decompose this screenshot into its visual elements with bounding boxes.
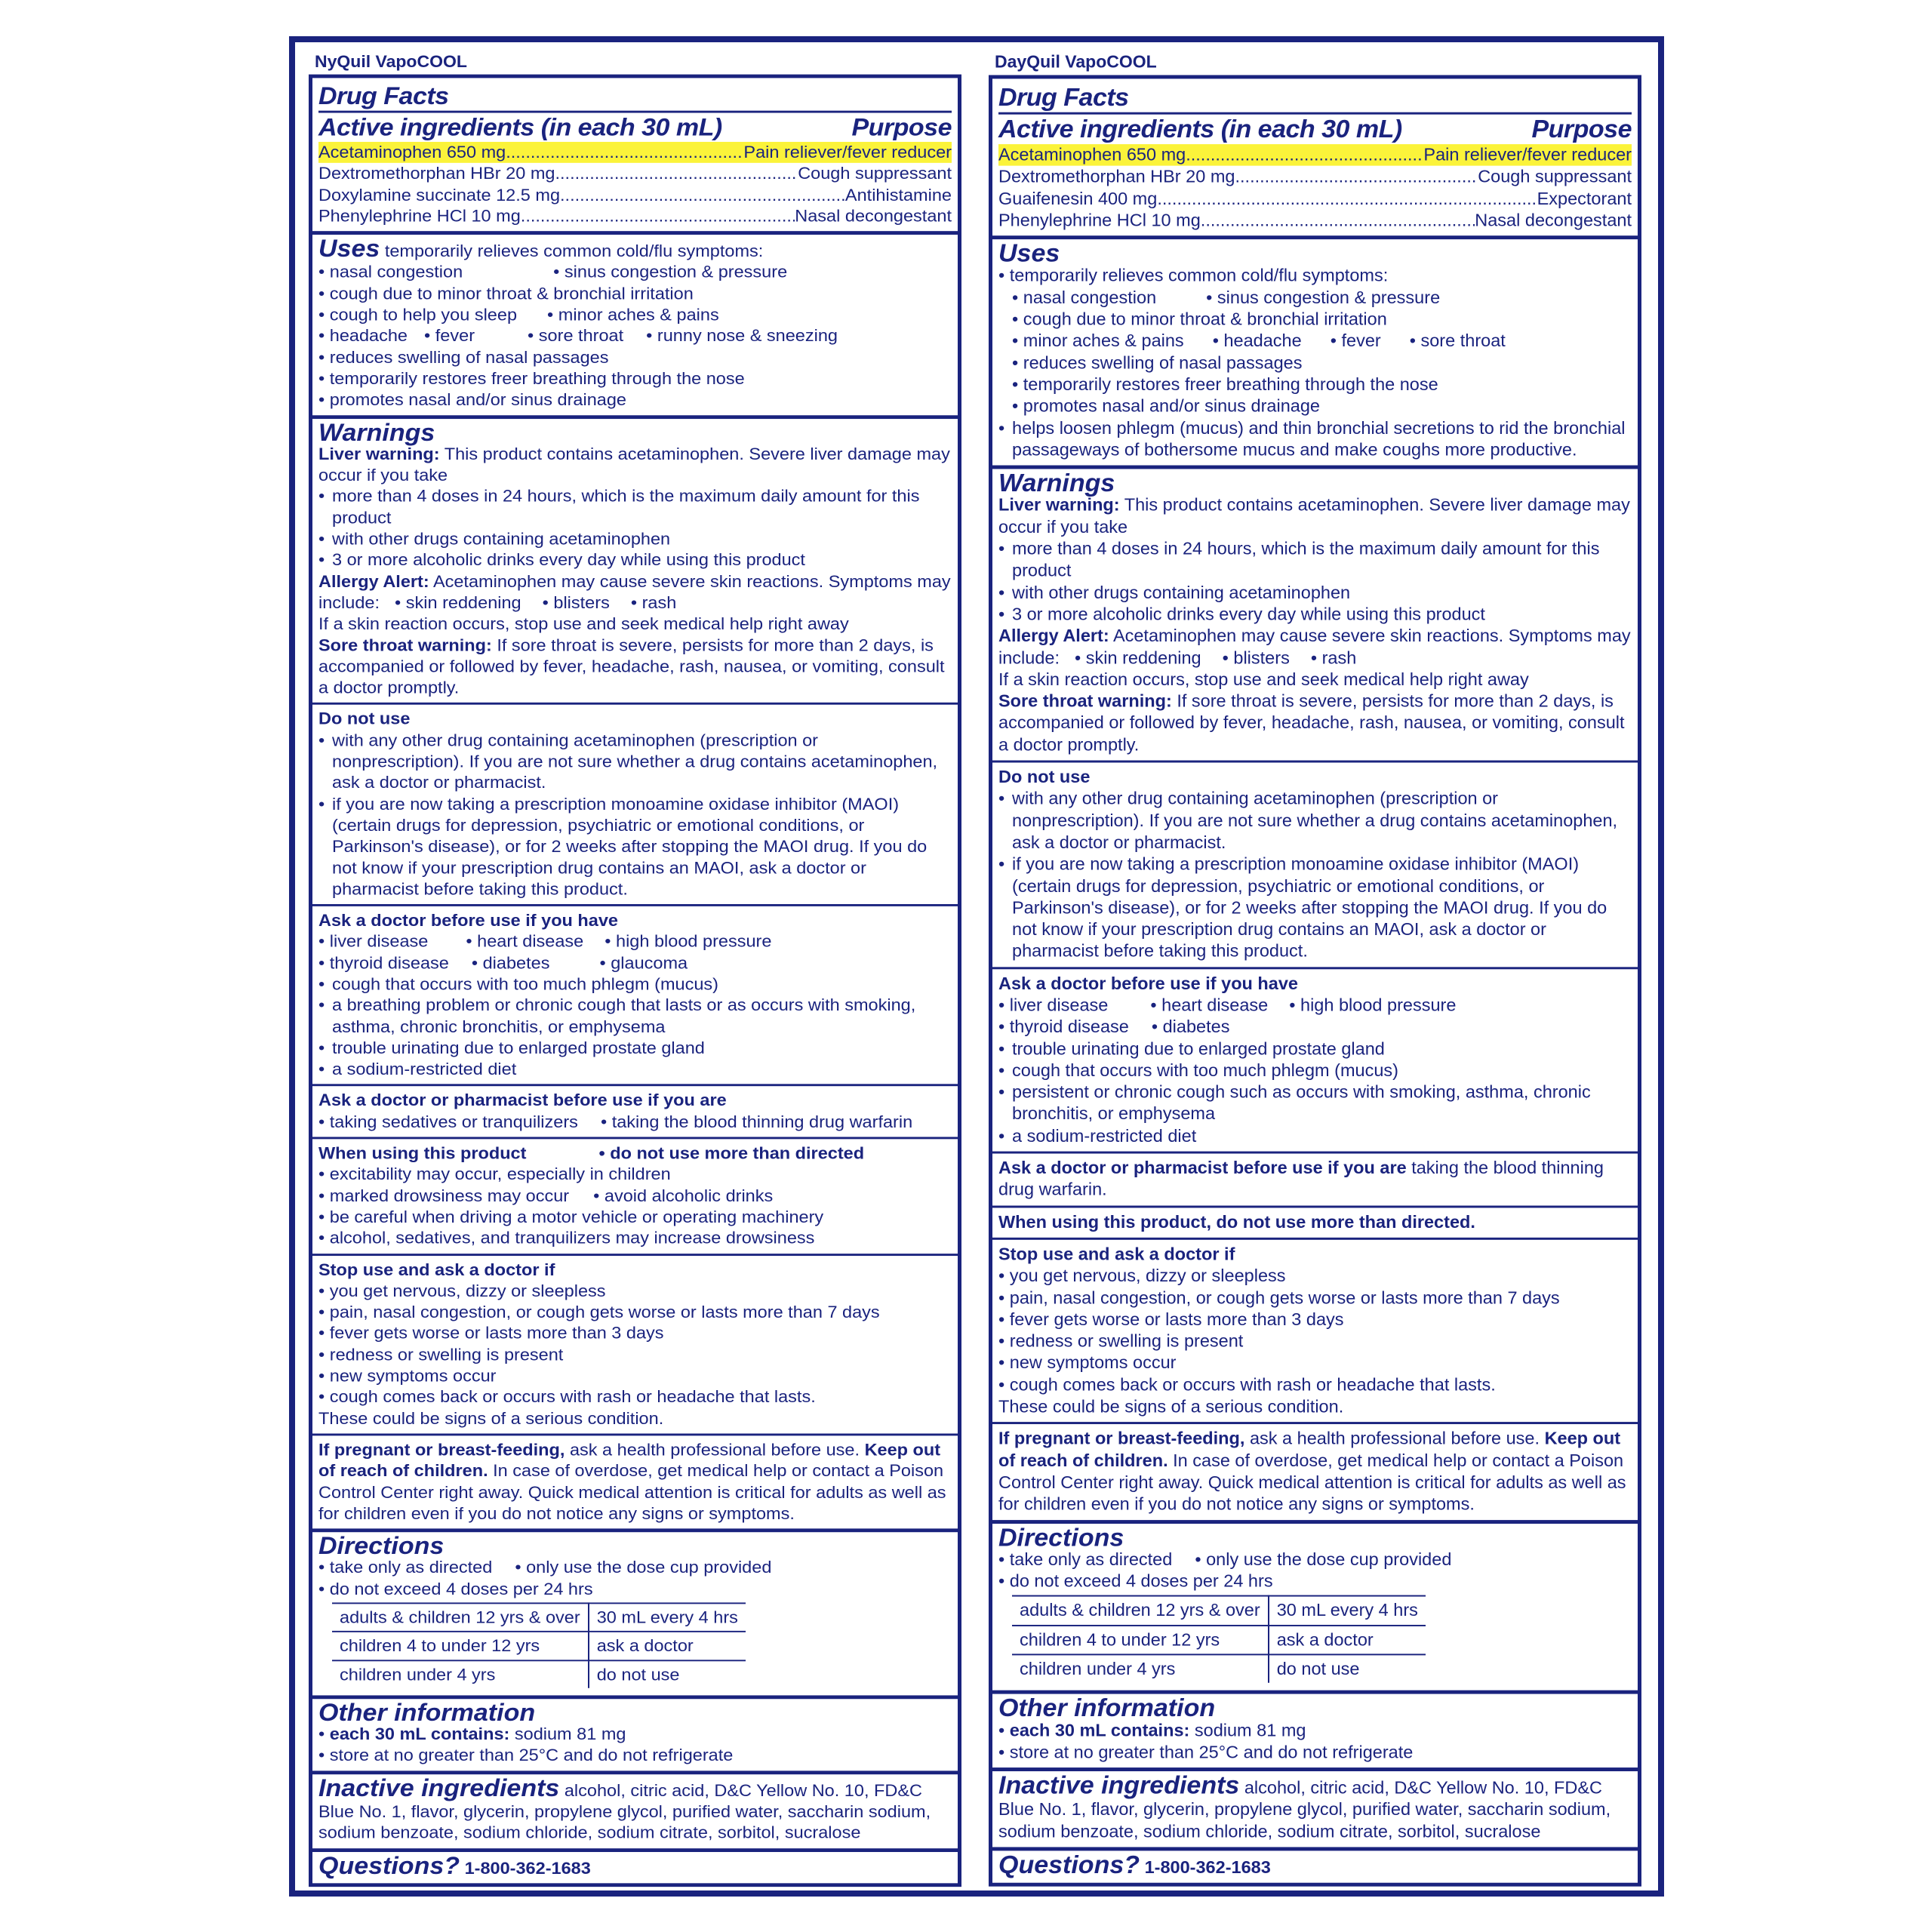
list-item: • a breathing problem or chronic cough that lasts or as occurs with smoking, asthma, chronic bronchitis, or emphysema: [318, 995, 916, 1036]
product-name: NyQuil VapoCOOL: [315, 51, 467, 71]
sore-throat-warning: Sore throat warning: If sore throat is severe, persists for more than 2 days, is accompanied or followed by fever, headache, rash, nausea, or vomiting, consult a doctor promptly.: [998, 691, 1625, 755]
ingredient-name: Phenylephrine HCl 10 mg: [998, 210, 1201, 230]
ask-pharmacist-heading: Ask a doctor or pharmacist before use if you are: [318, 1091, 727, 1110]
ingredient-name: Acetaminophen 650 mg: [318, 142, 506, 162]
list-item: • excitability may occur, especially in children: [318, 1164, 671, 1184]
ingredient-row: [318, 142, 952, 163]
directions-section: [312, 1529, 958, 1696]
do-not-use-section: [312, 703, 958, 904]
list-item: • with other drugs containing acetaminophen: [998, 582, 1351, 602]
list-item: • reduces swelling of nasal passages: [318, 347, 609, 367]
allergy-alert: Allergy Alert: Acetaminophen may cause severe skin reactions. Symptoms may include: • skin reddening • blisters • rash: [318, 571, 951, 612]
uses-section: [312, 231, 958, 414]
list-item: • fever gets worse or lasts more than 3 days: [318, 1323, 664, 1343]
ingredient-row: [998, 144, 1632, 166]
ask-doctor-heading: Ask a doctor before use if you have: [998, 973, 1298, 993]
list-item: • new symptoms occur: [318, 1366, 497, 1386]
list-item: • a sodium-restricted diet: [318, 1059, 517, 1078]
other-information-section: [992, 1690, 1638, 1767]
list-item: • trouble urinating due to enlarged prostate gland: [318, 1038, 705, 1057]
list-item: • redness or swelling is present: [318, 1345, 564, 1364]
list-item: • thyroid disease • diabetes: [998, 1017, 1230, 1037]
ingredient-row: [998, 210, 1632, 232]
list-item: • alcohol, sedatives, and tranquilizers may increase drowsiness: [318, 1228, 815, 1247]
list-item: • liver disease • heart disease • high blood pressure: [998, 995, 1457, 1015]
list-item: • cough comes back or occurs with rash or headache that lasts.: [998, 1374, 1496, 1395]
allergy-after: If a skin reaction occurs, stop use and seek medical help right away: [998, 669, 1529, 689]
keep-out-label: Keep out of reach of children.: [318, 1440, 941, 1481]
ingredient-purpose: Expectorant: [1537, 188, 1632, 208]
keep-out-text: In case of overdose, get medical help or contact a Poison Control Center right away. Quick medical attention is critical for adults as well as for children even if you do not notice any signs or symptoms.: [998, 1451, 1626, 1514]
ingredient-purpose: Pain reliever/fever reducer: [743, 142, 952, 162]
warnings-heading: Warnings: [998, 469, 1115, 498]
uses-heading: Uses: [318, 235, 380, 263]
questions-phone: 1-800-362-1683: [1144, 1857, 1271, 1877]
stop-use-heading: Stop use and ask a doctor if: [318, 1260, 555, 1279]
list-item: • store at no greater than 25°C and do not refrigerate: [318, 1746, 734, 1765]
inactive-ingredients-section: [992, 1767, 1638, 1847]
uses-intro: • temporarily relieves common cold/flu symptoms:: [998, 266, 1389, 285]
list-item: • helps loosen phlegm (mucus) and thin bronchial secretions to rid the bronchial passageways of bothersome mucus and make coughs more productive.: [998, 418, 1626, 460]
other-information-section: [312, 1695, 958, 1770]
do-not-use-heading: Do not use: [998, 767, 1091, 787]
ingredient-row: [998, 166, 1632, 188]
do-not-use-heading: Do not use: [318, 709, 411, 728]
list-item: • persistent or chronic cough such as occurs with smoking, asthma, chronic bronchitis, or emphysema: [998, 1082, 1591, 1124]
table-row: children 4 to under 12 yrs ask a doctor: [332, 1632, 746, 1660]
list-item: • nasal congestion • sinus congestion & pressure: [1012, 287, 1441, 307]
list-item: • taking sedatives or tranquilizers • taking the blood thinning drug warfarin: [318, 1112, 913, 1131]
ingredient-row: [998, 188, 1632, 210]
directions-heading: Directions: [318, 1532, 445, 1560]
ingredient-purpose: Cough suppressant: [798, 164, 952, 183]
list-item: • cough due to minor throat & bronchial irritation: [318, 284, 694, 303]
list-item: • nasal congestion • sinus congestion & pressure: [318, 262, 788, 281]
list-item: • if you are now taking a prescription monoamine oxidase inhibitor (MAOI) (certain drugs for depression, psychiatric or emotional conditions, or Parkinson's disease), or for 2 weeks after stopping the MAOI drug. If you do not know if your prescription drug contains an MAOI, ask a doctor or pharmacist before taking this product.: [318, 794, 928, 899]
ingredient-purpose: Nasal decongestant: [795, 206, 952, 226]
list-item: • cough that occurs with too much phlegm (mucus): [998, 1060, 1399, 1080]
drug-facts-title: Drug Facts: [998, 83, 1129, 112]
ingredient-purpose: Nasal decongestant: [1475, 210, 1632, 230]
ingredient-row: [318, 184, 952, 205]
when-using-heading: When using this product, do not use more than directed.: [998, 1212, 1475, 1232]
list-item: • each 30 mL contains: sodium 81 mg: [998, 1720, 1306, 1740]
ingredient-name: Dextromethorphan HBr 20 mg: [998, 166, 1235, 186]
active-ingredients-heading: Active ingredients (in each 30 mL): [318, 113, 722, 142]
list-item: • more than 4 doses in 24 hours, which is the maximum daily amount for this product: [998, 539, 1600, 580]
when-using-heading: When using this product • do not use more than directed: [318, 1143, 865, 1163]
list-item: • marked drowsiness may occur • avoid alcoholic drinks: [318, 1186, 774, 1205]
list-item: • fever gets worse or lasts more than 3 days: [998, 1309, 1344, 1329]
ingredient-purpose: Cough suppressant: [1478, 166, 1632, 186]
warnings-section: [992, 466, 1638, 761]
list-item: • cough due to minor throat & bronchial irritation: [1012, 309, 1387, 329]
list-item: • be careful when driving a motor vehicle or operating machinery: [318, 1207, 824, 1226]
list-item: • promotes nasal and/or sinus drainage: [1012, 396, 1320, 416]
pregnancy-text: ask a health professional before use.: [1249, 1429, 1540, 1448]
drug-facts-title: Drug Facts: [318, 82, 449, 110]
list-item: • with any other drug containing acetaminophen (prescription or nonprescription). If you are not sure whether a drug contains acetaminophen, ask a doctor or pharmacist.: [998, 789, 1618, 852]
questions-phone: 1-800-362-1683: [464, 1858, 591, 1878]
product-name: DayQuil VapoCOOL: [995, 51, 1157, 72]
ask-pharmacist-heading: Ask a doctor or pharmacist before use if you are: [998, 1158, 1407, 1178]
dose-table: [1012, 1595, 1426, 1683]
list-item: • trouble urinating due to enlarged prostate gland: [998, 1038, 1385, 1059]
keep-out-label: Keep out of reach of children.: [998, 1429, 1621, 1470]
liver-warning: Liver warning: This product contains acetaminophen. Severe liver damage may occur if you take: [998, 495, 1630, 537]
list-item: • thyroid disease • diabetes • glaucoma: [318, 953, 688, 973]
drug-facts-panel: [309, 75, 961, 1887]
when-using-section: [312, 1137, 958, 1254]
list-item: • pain, nasal congestion, or cough gets worse or lasts more than 7 days: [998, 1287, 1560, 1307]
list-item: • pain, nasal congestion, or cough gets worse or lasts more than 7 days: [318, 1302, 880, 1321]
list-item: • cough comes back or occurs with rash or headache that lasts.: [318, 1387, 816, 1407]
list-item: • store at no greater than 25°C and do not refrigerate: [998, 1742, 1414, 1762]
stop-use-heading: Stop use and ask a doctor if: [998, 1244, 1235, 1264]
warnings-heading: Warnings: [318, 418, 435, 447]
table-row: children under 4 yrs do not use: [1012, 1654, 1426, 1683]
questions-heading: Questions?: [318, 1851, 460, 1880]
list-item: • do not exceed 4 doses per 24 hrs: [998, 1571, 1273, 1591]
table-row: children under 4 yrs do not use: [332, 1660, 746, 1688]
directions-heading: Directions: [998, 1523, 1124, 1552]
active-ingredients-section: [992, 78, 1638, 235]
nyquil-column: [309, 48, 961, 1887]
list-item: • you get nervous, dizzy or sleepless: [318, 1281, 606, 1300]
other-information-heading: Other information: [318, 1699, 536, 1727]
directions-section: [992, 1520, 1638, 1690]
ingredient-name: Doxylamine succinate 12.5 mg: [318, 185, 561, 205]
drug-facts-panel: [989, 75, 1641, 1887]
list-item: • temporarily restores freer breathing through the nose: [318, 368, 745, 388]
other-information-heading: Other information: [998, 1694, 1216, 1723]
list-item: • redness or swelling is present: [998, 1331, 1244, 1351]
dose-table: [332, 1602, 746, 1687]
list-item: • cough that occurs with too much phlegm (mucus): [318, 974, 719, 994]
active-ingredients-section: [312, 78, 958, 231]
list-item: • you get nervous, dizzy or sleepless: [998, 1266, 1286, 1286]
questions-section: [312, 1848, 958, 1883]
table-row: children 4 to under 12 yrs ask a doctor: [1012, 1626, 1426, 1655]
liver-warning: Liver warning: This product contains acetaminophen. Severe liver damage may occur if you take: [318, 444, 950, 485]
stop-use-section: [992, 1238, 1638, 1423]
active-ingredients-heading: Active ingredients (in each 30 mL): [998, 115, 1402, 144]
pregnancy-section: [992, 1422, 1638, 1519]
list-item: • with any other drug containing acetaminophen (prescription or nonprescription). If you are not sure whether a drug contains acetaminophen, ask a doctor or pharmacist.: [318, 731, 938, 792]
list-item: • 3 or more alcoholic drinks every day while using this product: [318, 550, 805, 570]
list-item: • promotes nasal and/or sinus drainage: [318, 389, 626, 409]
purpose-heading: Purpose: [851, 113, 952, 142]
uses-heading: Uses: [998, 239, 1060, 268]
stop-use-section: [312, 1254, 958, 1434]
purpose-heading: Purpose: [1531, 115, 1632, 144]
ingredient-name: Phenylephrine HCl 10 mg: [318, 206, 521, 226]
list-item: • do not exceed 4 doses per 24 hrs: [318, 1579, 593, 1598]
pregnancy-label: If pregnant or breast-feeding,: [998, 1429, 1245, 1448]
ingredient-name: Dextromethorphan HBr 20 mg: [318, 164, 555, 183]
list-item: • with other drugs containing acetaminophen: [318, 529, 671, 549]
ingredient-purpose: Pain reliever/fever reducer: [1423, 145, 1632, 165]
list-item: • minor aches & pains • headache • fever • sore throat: [1012, 331, 1506, 351]
ask-pharmacist-section: [992, 1152, 1638, 1205]
questions-section: [992, 1847, 1638, 1884]
ingredient-row: [318, 205, 952, 226]
list-item: • each 30 mL contains: sodium 81 mg: [318, 1724, 626, 1744]
ingredient-name: Guaifenesin 400 mg: [998, 188, 1158, 208]
keep-out-text: In case of overdose, get medical help or contact a Poison Control Center right away. Quick medical attention is critical for adults as well as for children even if you do not notice any signs or symptoms.: [318, 1461, 946, 1523]
list-item: • a sodium-restricted diet: [998, 1125, 1197, 1146]
list-item: • take only as directed • only use the dose cup provided: [998, 1549, 1452, 1569]
allergy-alert: Allergy Alert: Acetaminophen may cause severe skin reactions. Symptoms may include: • skin reddening • blisters • rash: [998, 626, 1631, 667]
ask-doctor-section: [312, 904, 958, 1084]
ingredient-purpose: Antihistamine: [844, 185, 952, 205]
list-item: • new symptoms occur: [998, 1352, 1177, 1373]
uses-intro: temporarily relieves common cold/flu symptoms:: [384, 241, 764, 260]
inactive-heading: Inactive ingredients: [318, 1774, 560, 1802]
allergy-after: If a skin reaction occurs, stop use and seek medical help right away: [318, 614, 849, 633]
list-item: • reduces swelling of nasal passages: [1012, 352, 1303, 373]
pregnancy-label: If pregnant or breast-feeding,: [318, 1440, 565, 1460]
warnings-section: [312, 415, 958, 703]
when-using-section: [992, 1205, 1638, 1238]
list-item: • headache • fever • sore throat • runny nose & sneezing: [318, 326, 838, 346]
inactive-heading: Inactive ingredients: [998, 1771, 1240, 1800]
ask-doctor-heading: Ask a doctor before use if you have: [318, 910, 618, 930]
uses-section: [992, 235, 1638, 465]
pregnancy-section: [312, 1433, 958, 1528]
list-item: • take only as directed • only use the dose cup provided: [318, 1558, 772, 1577]
list-item: • liver disease • heart disease • high blood pressure: [318, 931, 772, 951]
stop-after: These could be signs of a serious condition.: [998, 1396, 1344, 1417]
list-item: • 3 or more alcoholic drinks every day while using this product: [998, 604, 1485, 624]
table-row: adults & children 12 yrs & over 30 mL every 4 hrs: [332, 1603, 746, 1632]
ingredient-name: Acetaminophen 650 mg: [998, 145, 1186, 165]
pregnancy-text: ask a health professional before use.: [569, 1440, 860, 1460]
list-item: • more than 4 doses in 24 hours, which is the maximum daily amount for this product: [318, 486, 920, 528]
list-item: • if you are now taking a prescription monoamine oxidase inhibitor (MAOI) (certain drugs for depression, psychiatric or emotional conditions, or Parkinson's disease), or for 2 weeks after stopping the MAOI drug. If you do not know if your prescription drug contains an MAOI, ask a doctor or pharmacist before taking this product.: [998, 854, 1607, 961]
list-item: • cough to help you sleep • minor aches & pains: [318, 305, 719, 325]
inactive-ingredients-section: [312, 1770, 958, 1848]
ask-pharmacist-text: taking the blood thinning drug warfarin.: [998, 1158, 1604, 1199]
sore-throat-warning: Sore throat warning: If sore throat is severe, persists for more than 2 days, is accompanied or followed by fever, headache, rash, nausea, or vomiting, consult a doctor promptly.: [318, 635, 945, 697]
questions-heading: Questions?: [998, 1850, 1140, 1879]
ask-pharmacist-section: [312, 1084, 958, 1137]
table-row: adults & children 12 yrs & over 30 mL every 4 hrs: [1012, 1596, 1426, 1626]
inactive-text: alcohol, citric acid, D&C Yellow No. 10, FD&C Blue No. 1, flavor, glycerin, propylene glycol, purified water, saccharin sodium, sodium benzoate, sodium chloride, sodium citrate, sorbitol, sucralose: [998, 1778, 1611, 1841]
do-not-use-section: [992, 761, 1638, 967]
dayquil-column: [989, 48, 1641, 1887]
inactive-text: alcohol, citric acid, D&C Yellow No. 10, FD&C Blue No. 1, flavor, glycerin, propylene glycol, purified water, saccharin sodium, sodium benzoate, sodium chloride, sodium citrate, sorbitol, sucralose: [318, 1780, 931, 1842]
ingredient-row: [318, 163, 952, 184]
ask-doctor-section: [992, 967, 1638, 1152]
list-item: • temporarily restores freer breathing through the nose: [1012, 374, 1438, 394]
stop-after: These could be signs of a serious condition.: [318, 1408, 664, 1428]
